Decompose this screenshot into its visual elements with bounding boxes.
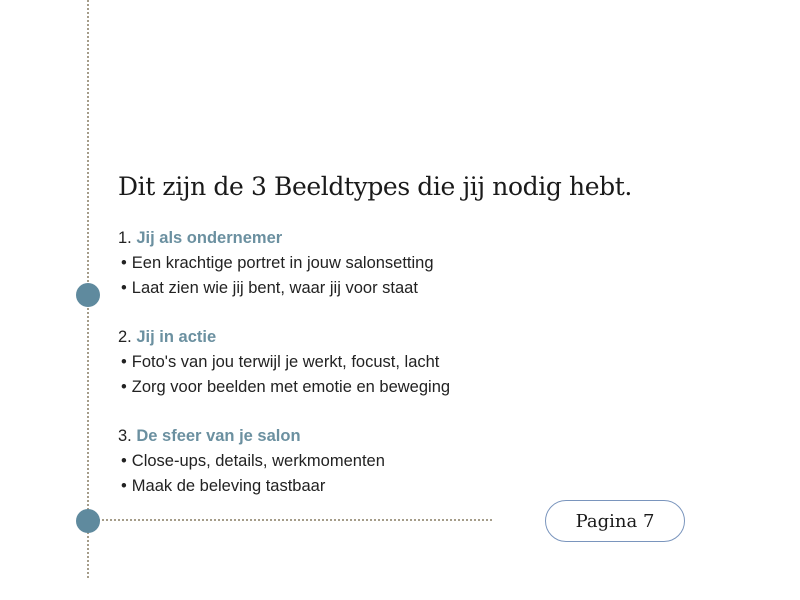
- timeline-dot-icon: [76, 283, 100, 307]
- section-3: [118, 426, 385, 501]
- horizontal-dotted-line: [98, 519, 492, 521]
- section-heading: Jij in actie: [136, 328, 217, 346]
- list-item: • Close-ups, details, werkmomenten: [121, 452, 385, 470]
- list-item: • Zorg voor beelden met emotie en beweging: [121, 378, 451, 396]
- list-item: • Laat zien wie jij bent, waar jij voor staat: [121, 279, 418, 297]
- section-2: [118, 327, 450, 402]
- section-heading: De sfeer van je salon: [136, 427, 301, 445]
- section-number: 2.: [118, 328, 132, 346]
- list-item: • Foto's van jou terwijl je werkt, focust, lacht: [121, 353, 440, 371]
- section-1: [118, 228, 434, 303]
- section-number: 1.: [118, 229, 132, 247]
- bullet-icon: •: [121, 254, 127, 272]
- page-number-badge: Pagina 7: [545, 500, 685, 542]
- bullet-icon: •: [121, 353, 127, 371]
- section-heading: Jij als ondernemer: [136, 229, 283, 247]
- list-item: • Maak de beleving tastbaar: [121, 477, 326, 495]
- timeline-dot-icon: [76, 509, 100, 533]
- bullet-icon: •: [121, 477, 127, 495]
- bullet-icon: •: [121, 452, 127, 470]
- section-number: 3.: [118, 427, 132, 445]
- page-title: Dit zijn de 3 Beeldtypes die jij nodig hebt.: [118, 172, 632, 201]
- list-item: • Een krachtige portret in jouw salonsetting: [121, 254, 434, 272]
- bullet-icon: •: [121, 378, 127, 396]
- bullet-icon: •: [121, 279, 127, 297]
